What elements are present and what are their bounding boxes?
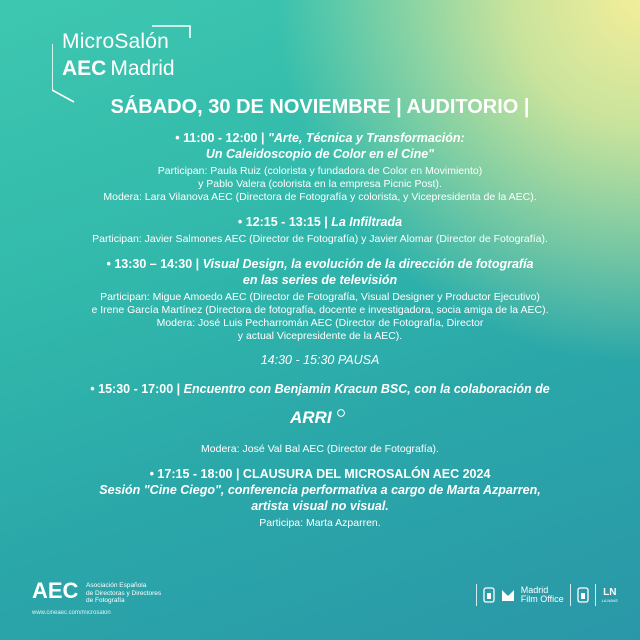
session-5-title-line2: Sesión "Cine Ciego", conferencia performativa a cargo de Marta Azparren, — [99, 483, 541, 497]
footer — [0, 570, 640, 640]
film-office-icon — [501, 588, 515, 602]
aec-association-line1: Asociación Española — [86, 582, 147, 589]
session-5-detail-1: Participa: Marta Azparren. — [259, 517, 381, 529]
aec-footer-logo: AEC — [32, 578, 79, 603]
session-5-title-line3: artista visual no visual. — [251, 499, 389, 513]
session-1-title-line2: Un Caleidoscopio de Color en el Cine" — [205, 147, 435, 161]
aec-association-line3: de Fotografía — [86, 597, 125, 604]
session-2-details — [0, 233, 640, 246]
sponsor-divider — [595, 584, 596, 606]
session-4-time: • 15:30 - 17:00 | — [90, 382, 181, 396]
sponsor-logos — [476, 584, 618, 606]
la-nave-logo — [602, 587, 618, 603]
logo-title: MicroSalón — [62, 30, 170, 53]
session-1 — [0, 130, 640, 204]
madrid-crest-icon — [483, 586, 495, 604]
logo-aec: AEC — [62, 57, 107, 80]
session-3-detail-4: y actual Vicepresidente de la AEC). — [237, 330, 403, 342]
page-heading: SÁBADO, 30 DE NOVIEMBRE | AUDITORIO | — [110, 96, 530, 118]
session-1-detail-3: Modera: Lara Vilanova AEC (Directora de Fotografía y colorista, y Vicepresidenta de la AEC). — [103, 191, 537, 203]
session-3-details — [0, 291, 640, 343]
arri-logo — [290, 407, 350, 427]
logo-city: Madrid — [110, 57, 175, 80]
session-1-title-line1: "Arte, Técnica y Transformación: — [267, 131, 465, 145]
madrid-film-office-line2: Film Office — [520, 594, 564, 604]
session-5 — [0, 466, 640, 530]
session-5-details — [0, 517, 640, 530]
session-1-title — [0, 130, 640, 162]
session-4-details — [0, 443, 640, 456]
logo-subtitle — [62, 57, 175, 81]
session-2 — [0, 214, 640, 246]
session-3-title-line1: Visual Design, la evolución de la dirección de fotografía — [202, 257, 534, 271]
session-2-title — [0, 214, 640, 230]
madrid-crest-icon — [577, 586, 589, 604]
session-5-title — [0, 466, 640, 514]
madrid-film-office-line1: Madrid — [520, 585, 549, 595]
session-3-detail-2: e Irene García Martínez (Directora de fotografía, docente e investigadora, socia amiga de la AEC). — [91, 304, 549, 316]
aec-association-name — [86, 582, 176, 605]
la-nave-logo-sub: LA NAVE — [601, 598, 618, 603]
session-1-time: • 11:00 - 12:00 | — [175, 131, 265, 145]
madrid-film-office — [521, 586, 564, 604]
session-1-details — [0, 165, 640, 204]
footer-url[interactable]: www.cineaec.com/microsalon — [32, 610, 111, 616]
sponsor-divider — [570, 584, 571, 606]
arri-logo-text: ARRI — [290, 408, 332, 427]
session-3-detail-3: Modera: José Luis Pecharromán AEC (Director de Fotografía, Director — [156, 317, 484, 329]
sponsor-divider — [476, 584, 477, 606]
session-3-title-line2: en las series de televisión — [242, 273, 398, 287]
session-4-detail-1: Modera: José Val Bal AEC (Director de Fotografía). — [201, 443, 439, 455]
session-2-time: • 12:15 - 13:15 | — [237, 215, 328, 229]
microsalon-logo — [52, 24, 192, 104]
schedule — [0, 130, 640, 540]
session-3-time: • 13:30 – 14:30 | — [106, 257, 200, 271]
session-2-detail-1: Participan: Javier Salmones AEC (Director de Fotografía) y Javier Alomar (Director de Fotografía). — [92, 233, 548, 245]
session-1-detail-2: y Pablo Valera (colorista en la empresa Picnic Post). — [198, 178, 442, 190]
pause-label: 14:30 - 15:30 PAUSA — [260, 353, 380, 367]
session-4-title-text: Encuentro con Benjamin Kracun BSC, con la colaboración de — [183, 382, 550, 396]
session-4 — [0, 381, 640, 456]
aec-association-line2: de Directoras y Directores — [86, 589, 162, 597]
session-1-detail-1: Participan: Paula Ruiz (colorista y fundadora de Color en Movimiento) — [157, 165, 483, 177]
la-nave-logo-text: LN — [603, 587, 617, 598]
session-4-title — [0, 381, 640, 397]
session-5-title-line1: • 17:15 - 18:00 | CLAUSURA DEL MICROSALÓN AEC 2024 — [149, 467, 491, 481]
session-2-title-text: La Infiltrada — [331, 215, 403, 229]
session-3-detail-1: Participan: Migue Amoedo AEC (Director de Fotografía, Visual Designer y Productor Ejecutivo) — [100, 291, 540, 303]
session-3 — [0, 256, 640, 343]
session-3-title — [0, 256, 640, 288]
